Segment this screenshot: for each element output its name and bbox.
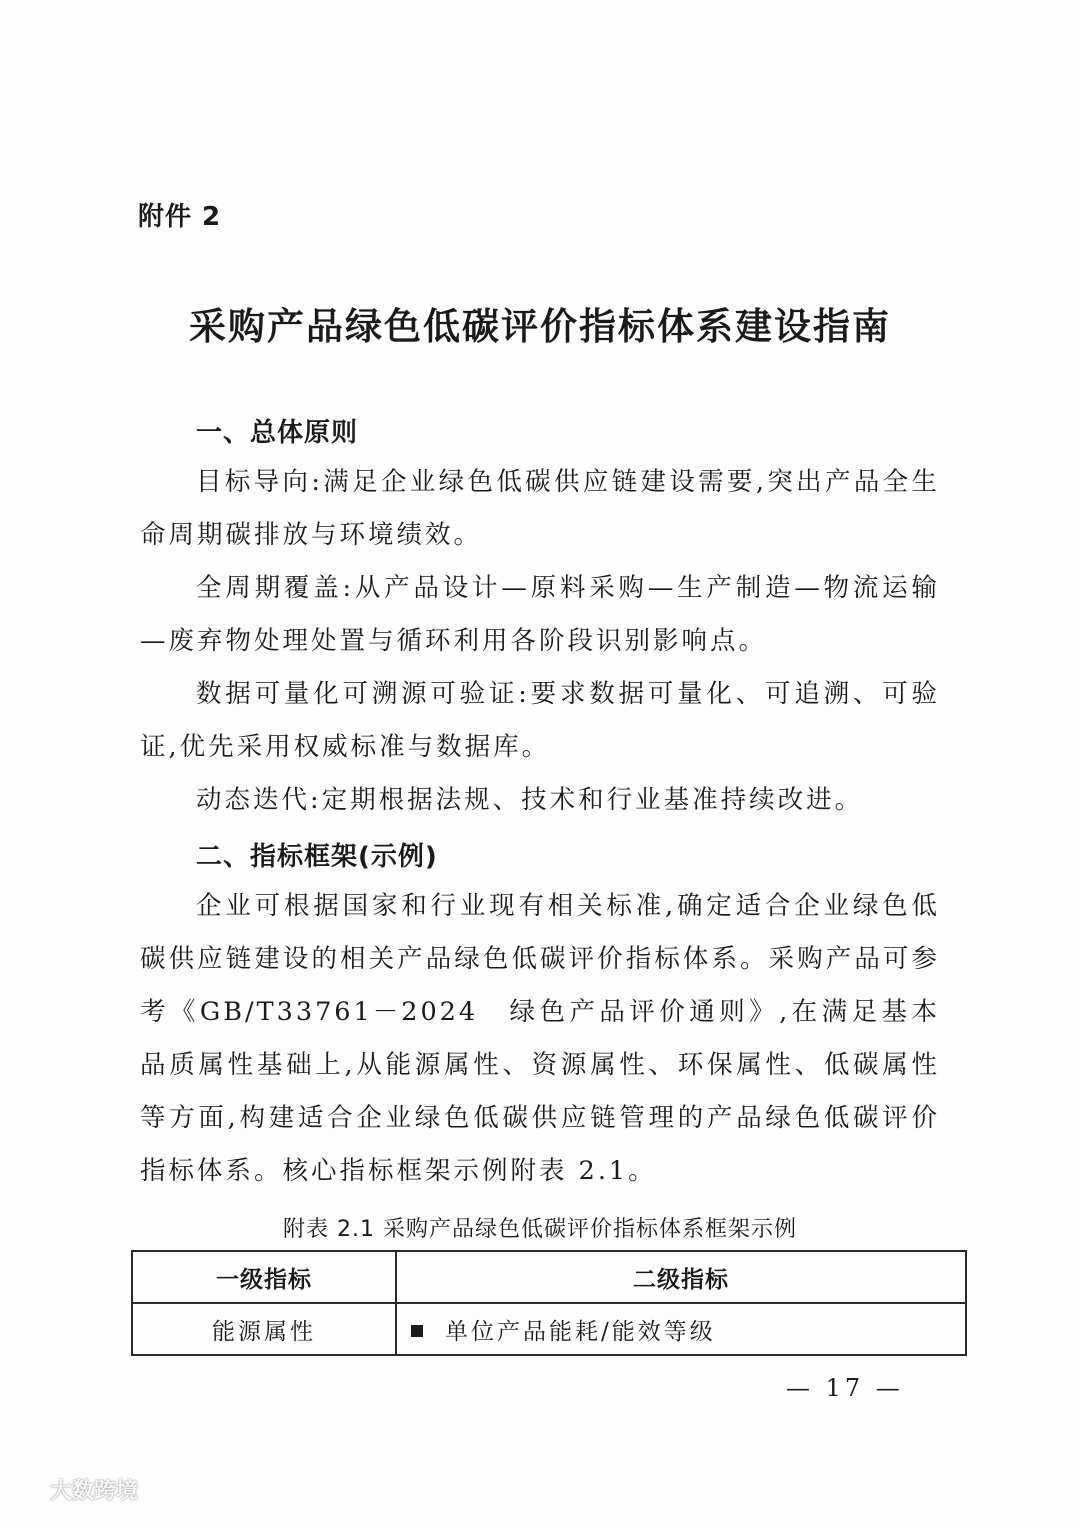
- paragraph-quantifiable-data: 数据可量化可溯源可验证:要求数据可量化、可追溯、可验证,优先采用权威标准与数据库。: [140, 679, 940, 762]
- table-caption: 附表 2.1 采购产品绿色低碳评价指标体系框架示例: [283, 1217, 797, 1242]
- watermark-text: 大数跨境: [50, 1479, 139, 1504]
- page-title: 采购产品绿色低碳评价指标体系建设指南: [189, 305, 891, 348]
- table-header-level2: 二级指标: [396, 1251, 966, 1303]
- attachment-label: 附件 2: [138, 202, 222, 232]
- indicator-table: [131, 1250, 967, 1356]
- table-header-level1: 一级指标: [132, 1251, 396, 1303]
- square-bullet-icon: [411, 1325, 423, 1337]
- table-cell-level2: [396, 1303, 966, 1355]
- section-heading-principles: 一、总体原则: [196, 418, 359, 448]
- table-row: [132, 1303, 966, 1355]
- table-cell-level1: 能源属性: [132, 1303, 396, 1355]
- paragraph-framework-body: 企业可根据国家和行业现有相关标准,确定适合企业绿色低碳供应链建设的相关产品绿色低碳评价指标体系。采购产品可参考《GB/T33761－2024 绿色产品评价通则》,在满足基本品质属性基础上,从能源属性、资源属性、环保属性、低碳属性等方面,构建适合企业绿色低碳供应链管理的产品绿色低碳评价指标体系。核心指标框架示例附表 2.1。: [140, 891, 940, 1186]
- paragraph-dynamic-iteration: 动态迭代:定期根据法规、技术和行业基准持续改进。: [196, 785, 864, 815]
- table-header-row: [132, 1251, 966, 1303]
- section-heading-framework: 二、指标框架(示例): [196, 842, 438, 872]
- watermark: [8, 1474, 138, 1505]
- wechat-logo-icon: [8, 1476, 44, 1504]
- paragraph-full-cycle: 全周期覆盖:从产品设计—原料采购—生产制造—物流运输—废弃物处理处置与循环利用各阶段识别影响点。: [140, 573, 940, 656]
- table-cell-level2-text: 单位产品能耗/能效等级: [445, 1318, 716, 1345]
- page-number: — 17 —: [786, 1374, 904, 1402]
- paragraph-goal-orientation: 目标导向:满足企业绿色低碳供应链建设需要,突出产品全生命周期碳排放与环境绩效。: [140, 467, 940, 550]
